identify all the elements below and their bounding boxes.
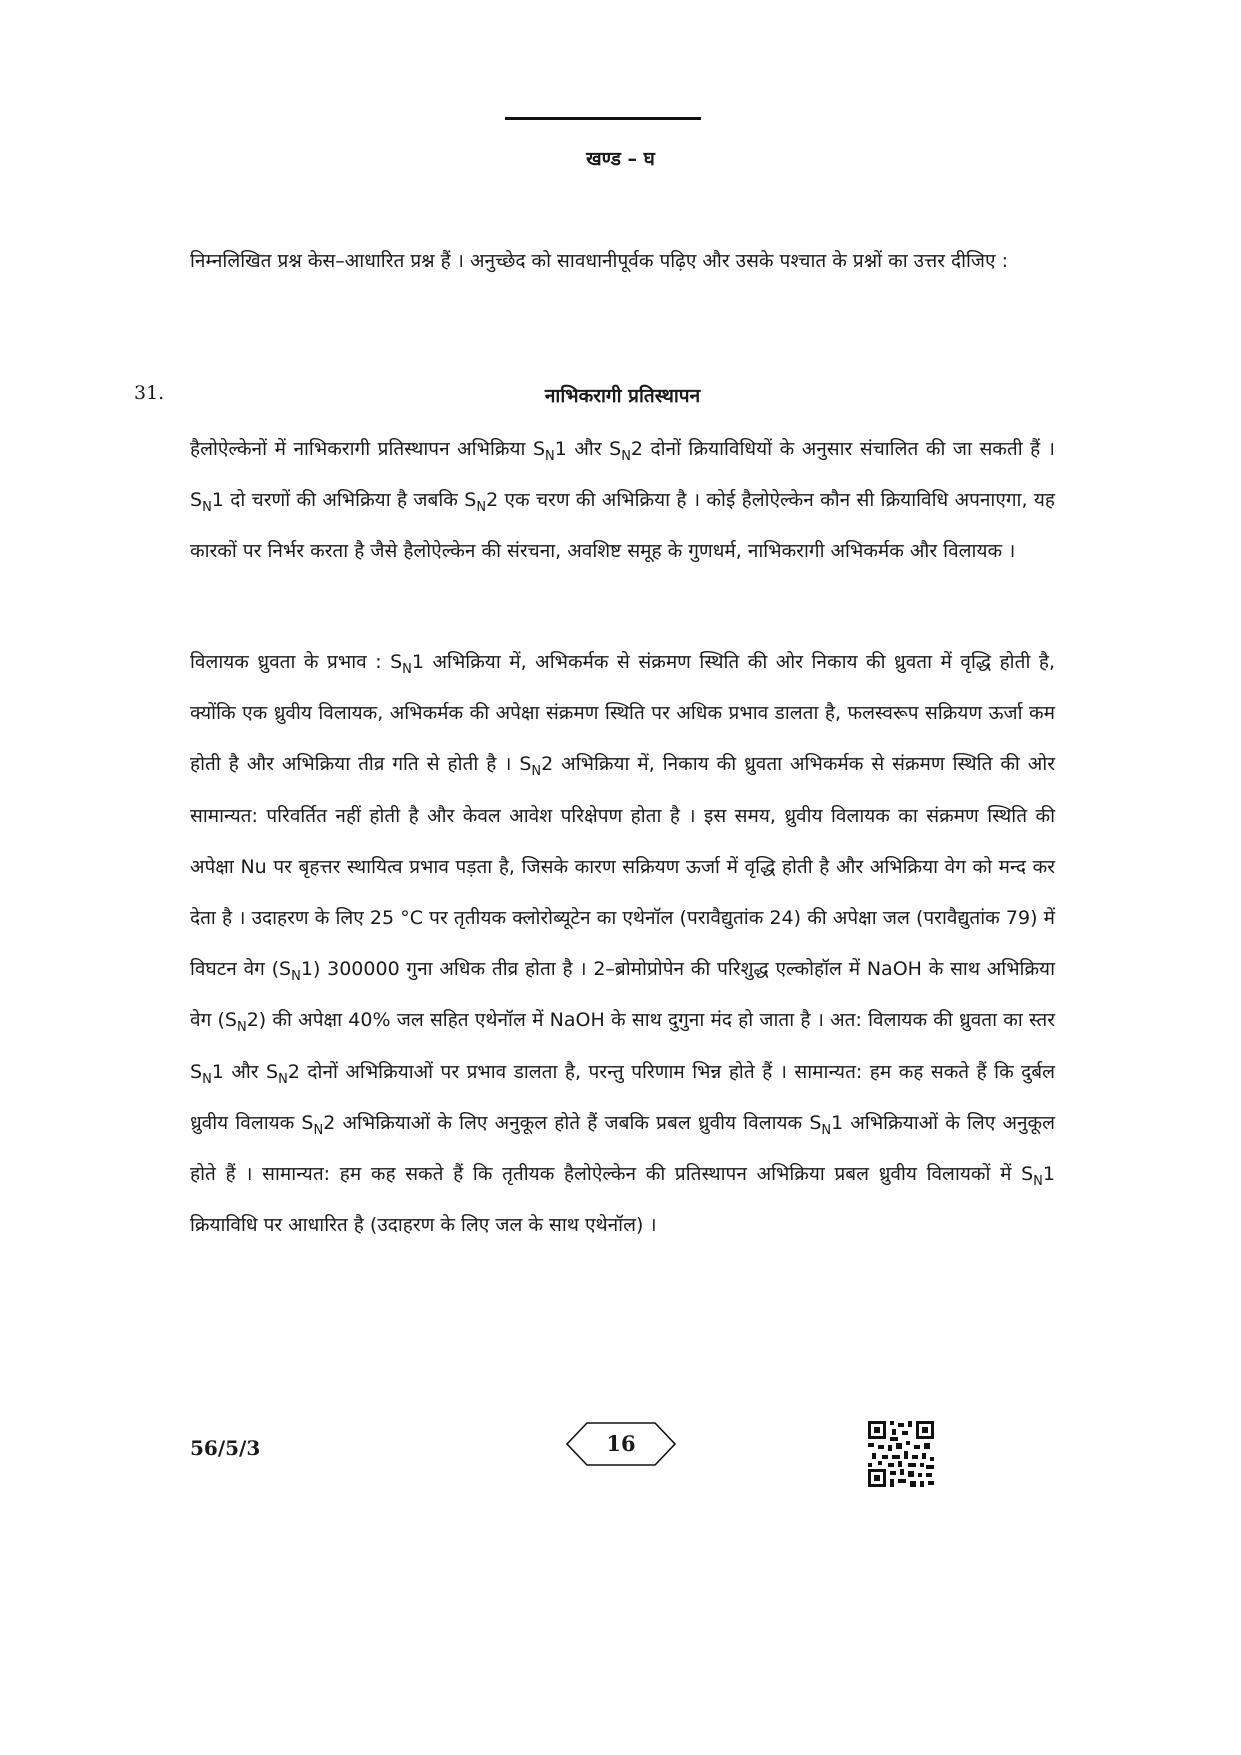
subscript: N [313, 1122, 324, 1138]
text-run: 2 अभिक्रियाओं के लिए अनुकूल होते हैं जबकि प्रबल ध्रुवीय विलायक S [323, 1111, 822, 1134]
page-number-text: 16 [606, 1431, 636, 1456]
question-number: 31. [134, 382, 165, 404]
top-divider [505, 117, 701, 120]
text-run: 2 दोनों क्रियाविधियों के अनुसार संचालित की जा सकती हैं । S [190, 438, 1056, 512]
text-run: 2 एक चरण की अभिक्रिया है । कोई हैलोऐल्केन कौन सी क्रियाविधि अपनाएगा, यह कारकों पर निर्भर करता है जैसे हैलोऐल्केन की संरचना, अवशिष्ट समूह के गुणधर्म, नाभिकरागी अभिकर्मक और विलायक । [190, 489, 1055, 563]
qr-code-icon [868, 1421, 934, 1487]
text-run: 1 और S [554, 438, 622, 460]
text-run: 2 दोनों अभिक्रियाओं पर प्रभाव डालता है, परन्तु परिणाम भिन्न होते हैं । सामान्यत: हम कह सकते हैं कि दुर्बल ध्रुवीय विलायक S [190, 1060, 1056, 1134]
text-run: 2) की अपेक्षा 40% जल सहित एथेनॉल में NaOH के साथ दुगुना मंद हो जाता है । अत: विलायक की ध्रुवता का स्तर S [190, 1009, 1055, 1083]
subscript: N [821, 1122, 832, 1138]
subscript: N [202, 1071, 212, 1087]
subscript: N [291, 969, 301, 985]
subscript: N [402, 662, 412, 677]
section-title: खण्ड – घ [586, 148, 655, 170]
subscript: N [545, 449, 555, 464]
paper-code: 56/5/3 [190, 1436, 261, 1460]
subscript: N [236, 1020, 247, 1036]
paragraph-intro [190, 424, 1055, 578]
subscript: N [476, 500, 487, 516]
text-run: 1 क्रियाविधि पर आधारित है (उदाहरण के लिए जल के साथ एथेनॉल) । [190, 1163, 1055, 1237]
text-run: 1 अभिक्रिया में, अभिकर्मक से संक्रमण स्थिति की ओर निकाय की ध्रुवता में वृद्धि होती है, क्योंकि एक ध्रुवीय विलायक, अभिकर्मक की अपेक्षा संक्रमण स्थिति पर अधिक प्रभाव डालता है, फलस्वरूप सक्रियण ऊर्जा कम होती है और अभिक्रिया तीव्र गति से होती है । S [190, 651, 1055, 776]
subscript: N [1033, 1174, 1043, 1190]
question-title: नाभिकरागी प्रतिस्थापन [544, 385, 701, 407]
subscript: N [278, 1071, 288, 1087]
subscript: N [202, 500, 212, 516]
text-run: हैलोऐल्केनों में नाभिकरागी प्रतिस्थापन अभिक्रिया S [190, 438, 546, 460]
paragraph-solvent-polarity [190, 637, 1055, 1251]
text-run: 1 अभिक्रियाओं के लिए अनुकूल होते हैं । सामान्यत: हम कह सकते हैं कि तृतीयक हैलोऐल्केन की प्रतिस्थापन अभिक्रिया प्रबल ध्रुवीय विलायकों में S [190, 1111, 1055, 1186]
page-number [565, 1421, 677, 1467]
text-run: विलायक ध्रुवता के प्रभाव : S [190, 651, 403, 673]
text-run: 1 दो चरणों की अभिक्रिया है जबकि S [211, 489, 477, 512]
subscript: N [621, 449, 631, 464]
subscript: N [531, 764, 542, 780]
text-run: 2 अभिक्रिया में, निकाय की ध्रुवता अभिकर्मक से संक्रमण स्थिति की ओर सामान्यत: परिवर्तित नहीं होती है और केवल आवेश परिक्षेपण होता है । इस समय, ध्रुवीय विलायक का संक्रमण स्थिति की अपेक्षा Nu पर बृहत्तर स्थायित्व प्रभाव पड़ता है, जिसके कारण सक्रियण ऊर्जा में वृद्धि होती है और अभिक्रिया वेग को मन्द कर देता है । उदाहरण के लिए 25 °C पर तृतीयक क्लोरोब्यूटेन का एथेनॉल (परावैद्युतांक 24) की अपेक्षा जल (परावैद्युतांक 79) में विघटन वेग (S [190, 753, 1056, 981]
instructions: निम्नलिखित प्रश्न केस–आधारित प्रश्न हैं । अनुच्छेद को सावधानीपूर्वक पढ़िए और उसके पश्चात के प्रश्नों का उत्तर दीजिए : [190, 250, 1008, 272]
text-run: 1) 300000 गुना अधिक तीव्र होता है । 2–ब्रोमोप्रोपेन की परिशुद्ध एल्कोहॉल में NaOH के साथ अभिक्रिया वेग (S [190, 958, 1055, 1032]
text-run: 1 और S [211, 1060, 279, 1083]
